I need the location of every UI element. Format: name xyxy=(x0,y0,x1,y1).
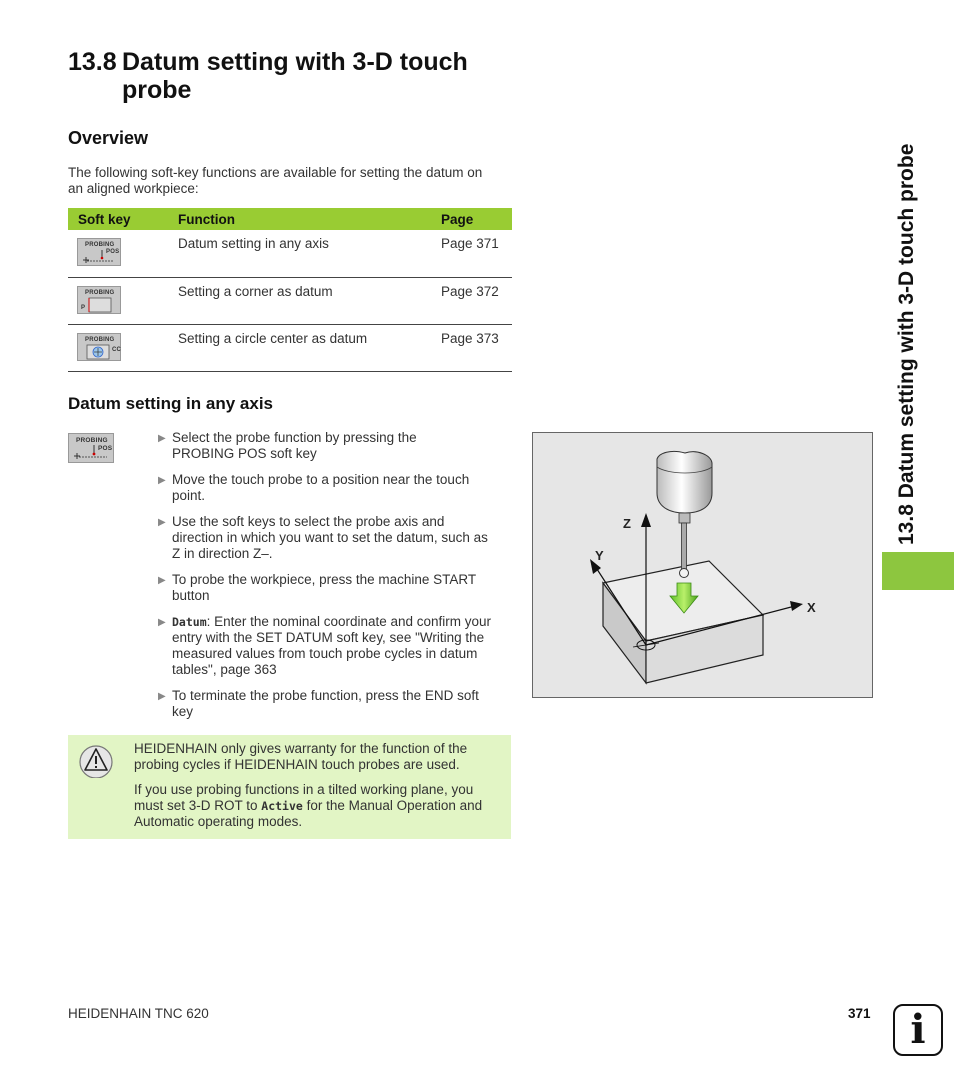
probe-pos-icon xyxy=(78,239,122,267)
step-line: To probe the workpiece, press the machine START xyxy=(172,572,477,587)
sidebar-title-text: 13.8 Datum setting with 3-D touch probe xyxy=(895,143,918,545)
bullet-arrow-icon: ▶ xyxy=(158,575,166,586)
note-line: HEIDENHAIN only gives warranty for the function of the xyxy=(134,741,468,756)
section-title xyxy=(68,48,468,104)
overview-intro-line1: The following soft-key functions are available for setting the datum on xyxy=(68,165,483,180)
step-line: measured values from touch probe cycles in datum xyxy=(172,646,478,661)
col-function: Function xyxy=(168,208,431,230)
col-page: Page xyxy=(431,208,512,230)
probing-cc-softkey[interactable] xyxy=(77,333,121,361)
step-line: entry with the SET DATUM soft key, see "Writing the xyxy=(172,630,485,645)
softkey-label: PROBING xyxy=(85,336,115,343)
function-cell: Setting a circle center as datum xyxy=(168,324,431,371)
function-cell: Datum setting in any axis xyxy=(168,230,431,277)
softkey-label: PROBING xyxy=(85,242,115,248)
axis-y-label: Y xyxy=(595,548,604,563)
page-number: 371 xyxy=(848,1006,871,1021)
bullet-arrow-icon: ▶ xyxy=(158,475,166,486)
step-line: Move the touch probe to a position near the touch xyxy=(172,472,470,487)
touch-probe-figure xyxy=(532,432,873,698)
probing-corner-softkey[interactable] xyxy=(77,286,121,314)
overview-heading: Overview xyxy=(68,128,149,148)
note-text: must set 3-D ROT to xyxy=(134,798,262,813)
footer-product: HEIDENHAIN TNC 620 xyxy=(68,1006,209,1021)
softkey-table xyxy=(68,208,512,372)
step-text: : Enter the nominal coordinate and confirm your xyxy=(206,614,492,629)
info-icon xyxy=(893,1004,943,1056)
step-line: point. xyxy=(172,488,206,503)
active-code: Active xyxy=(261,799,303,813)
col-softkey: Soft key xyxy=(68,208,168,230)
softkey-label: PROBING xyxy=(76,437,108,444)
overview-intro-line2: an aligned workpiece: xyxy=(68,181,199,196)
section-number: 13.8 xyxy=(68,48,117,76)
page-cell[interactable]: Page 371 xyxy=(431,230,512,277)
list-item xyxy=(158,472,510,504)
overview-intro xyxy=(68,165,518,197)
softkey-sub: CC xyxy=(112,346,122,353)
probing-pos-softkey[interactable] xyxy=(77,238,121,266)
softkey-label: PROBING xyxy=(85,289,115,296)
step-line: button xyxy=(172,588,210,603)
step-line: Select the probe function by pressing the xyxy=(172,430,417,445)
warning-note xyxy=(68,735,511,839)
list-item xyxy=(158,572,510,604)
softkey-sub: P xyxy=(81,304,86,311)
list-item xyxy=(158,430,510,462)
list-item xyxy=(158,688,510,720)
bullet-arrow-icon: ▶ xyxy=(158,517,166,528)
note-line xyxy=(134,798,504,814)
table-row xyxy=(68,324,512,371)
datum-heading: Datum setting in any axis xyxy=(68,394,273,413)
note-line: Automatic operating modes. xyxy=(134,814,303,829)
probing-pos-softkey-large[interactable] xyxy=(68,433,114,463)
table-row xyxy=(68,230,512,277)
step-line xyxy=(172,614,510,630)
list-item xyxy=(158,614,510,678)
step-line: To terminate the probe function, press the END soft xyxy=(172,688,479,703)
bullet-arrow-icon: ▶ xyxy=(158,433,166,444)
step-line: PROBING POS soft key xyxy=(172,446,317,461)
section-title-line1: Datum setting with 3-D touch xyxy=(122,48,468,76)
info-glyph: i xyxy=(910,1006,926,1053)
bullet-arrow-icon: ▶ xyxy=(158,691,166,702)
section-title-line2: probe xyxy=(122,76,192,104)
softkey-sub: POS xyxy=(106,249,120,255)
axis-x-label: X xyxy=(807,600,816,615)
procedure-steps xyxy=(158,430,510,730)
axis-z-label: Z xyxy=(623,516,631,531)
softkey-sub: POS xyxy=(98,445,113,452)
chapter-tab xyxy=(882,552,954,590)
list-item xyxy=(158,514,510,562)
step-line: direction in which you want to set the datum, such as xyxy=(172,530,488,545)
warning-icon xyxy=(76,740,116,778)
step-line[interactable]: tables", page 363 xyxy=(172,662,277,677)
step-line: Use the soft keys to select the probe axis and xyxy=(172,514,445,529)
datum-code: Datum xyxy=(172,615,207,629)
probe-pos-icon xyxy=(69,434,115,464)
note-line: probing cycles if HEIDENHAIN touch probes are used. xyxy=(134,757,460,772)
page-cell[interactable]: Page 372 xyxy=(431,277,512,324)
function-cell: Setting a corner as datum xyxy=(168,277,431,324)
bullet-arrow-icon: ▶ xyxy=(158,617,166,628)
circle-center-icon xyxy=(78,334,122,362)
note-text: for the Manual Operation and xyxy=(302,798,483,813)
note-line: If you use probing functions in a tilted working plane, you xyxy=(134,782,474,797)
probe-diagram xyxy=(533,433,872,697)
corner-icon xyxy=(78,287,122,315)
page-cell[interactable]: Page 373 xyxy=(431,324,512,371)
step-line: Z in direction Z–. xyxy=(172,546,273,561)
table-header-row xyxy=(68,208,512,230)
table-row xyxy=(68,277,512,324)
step-line: key xyxy=(172,704,194,719)
